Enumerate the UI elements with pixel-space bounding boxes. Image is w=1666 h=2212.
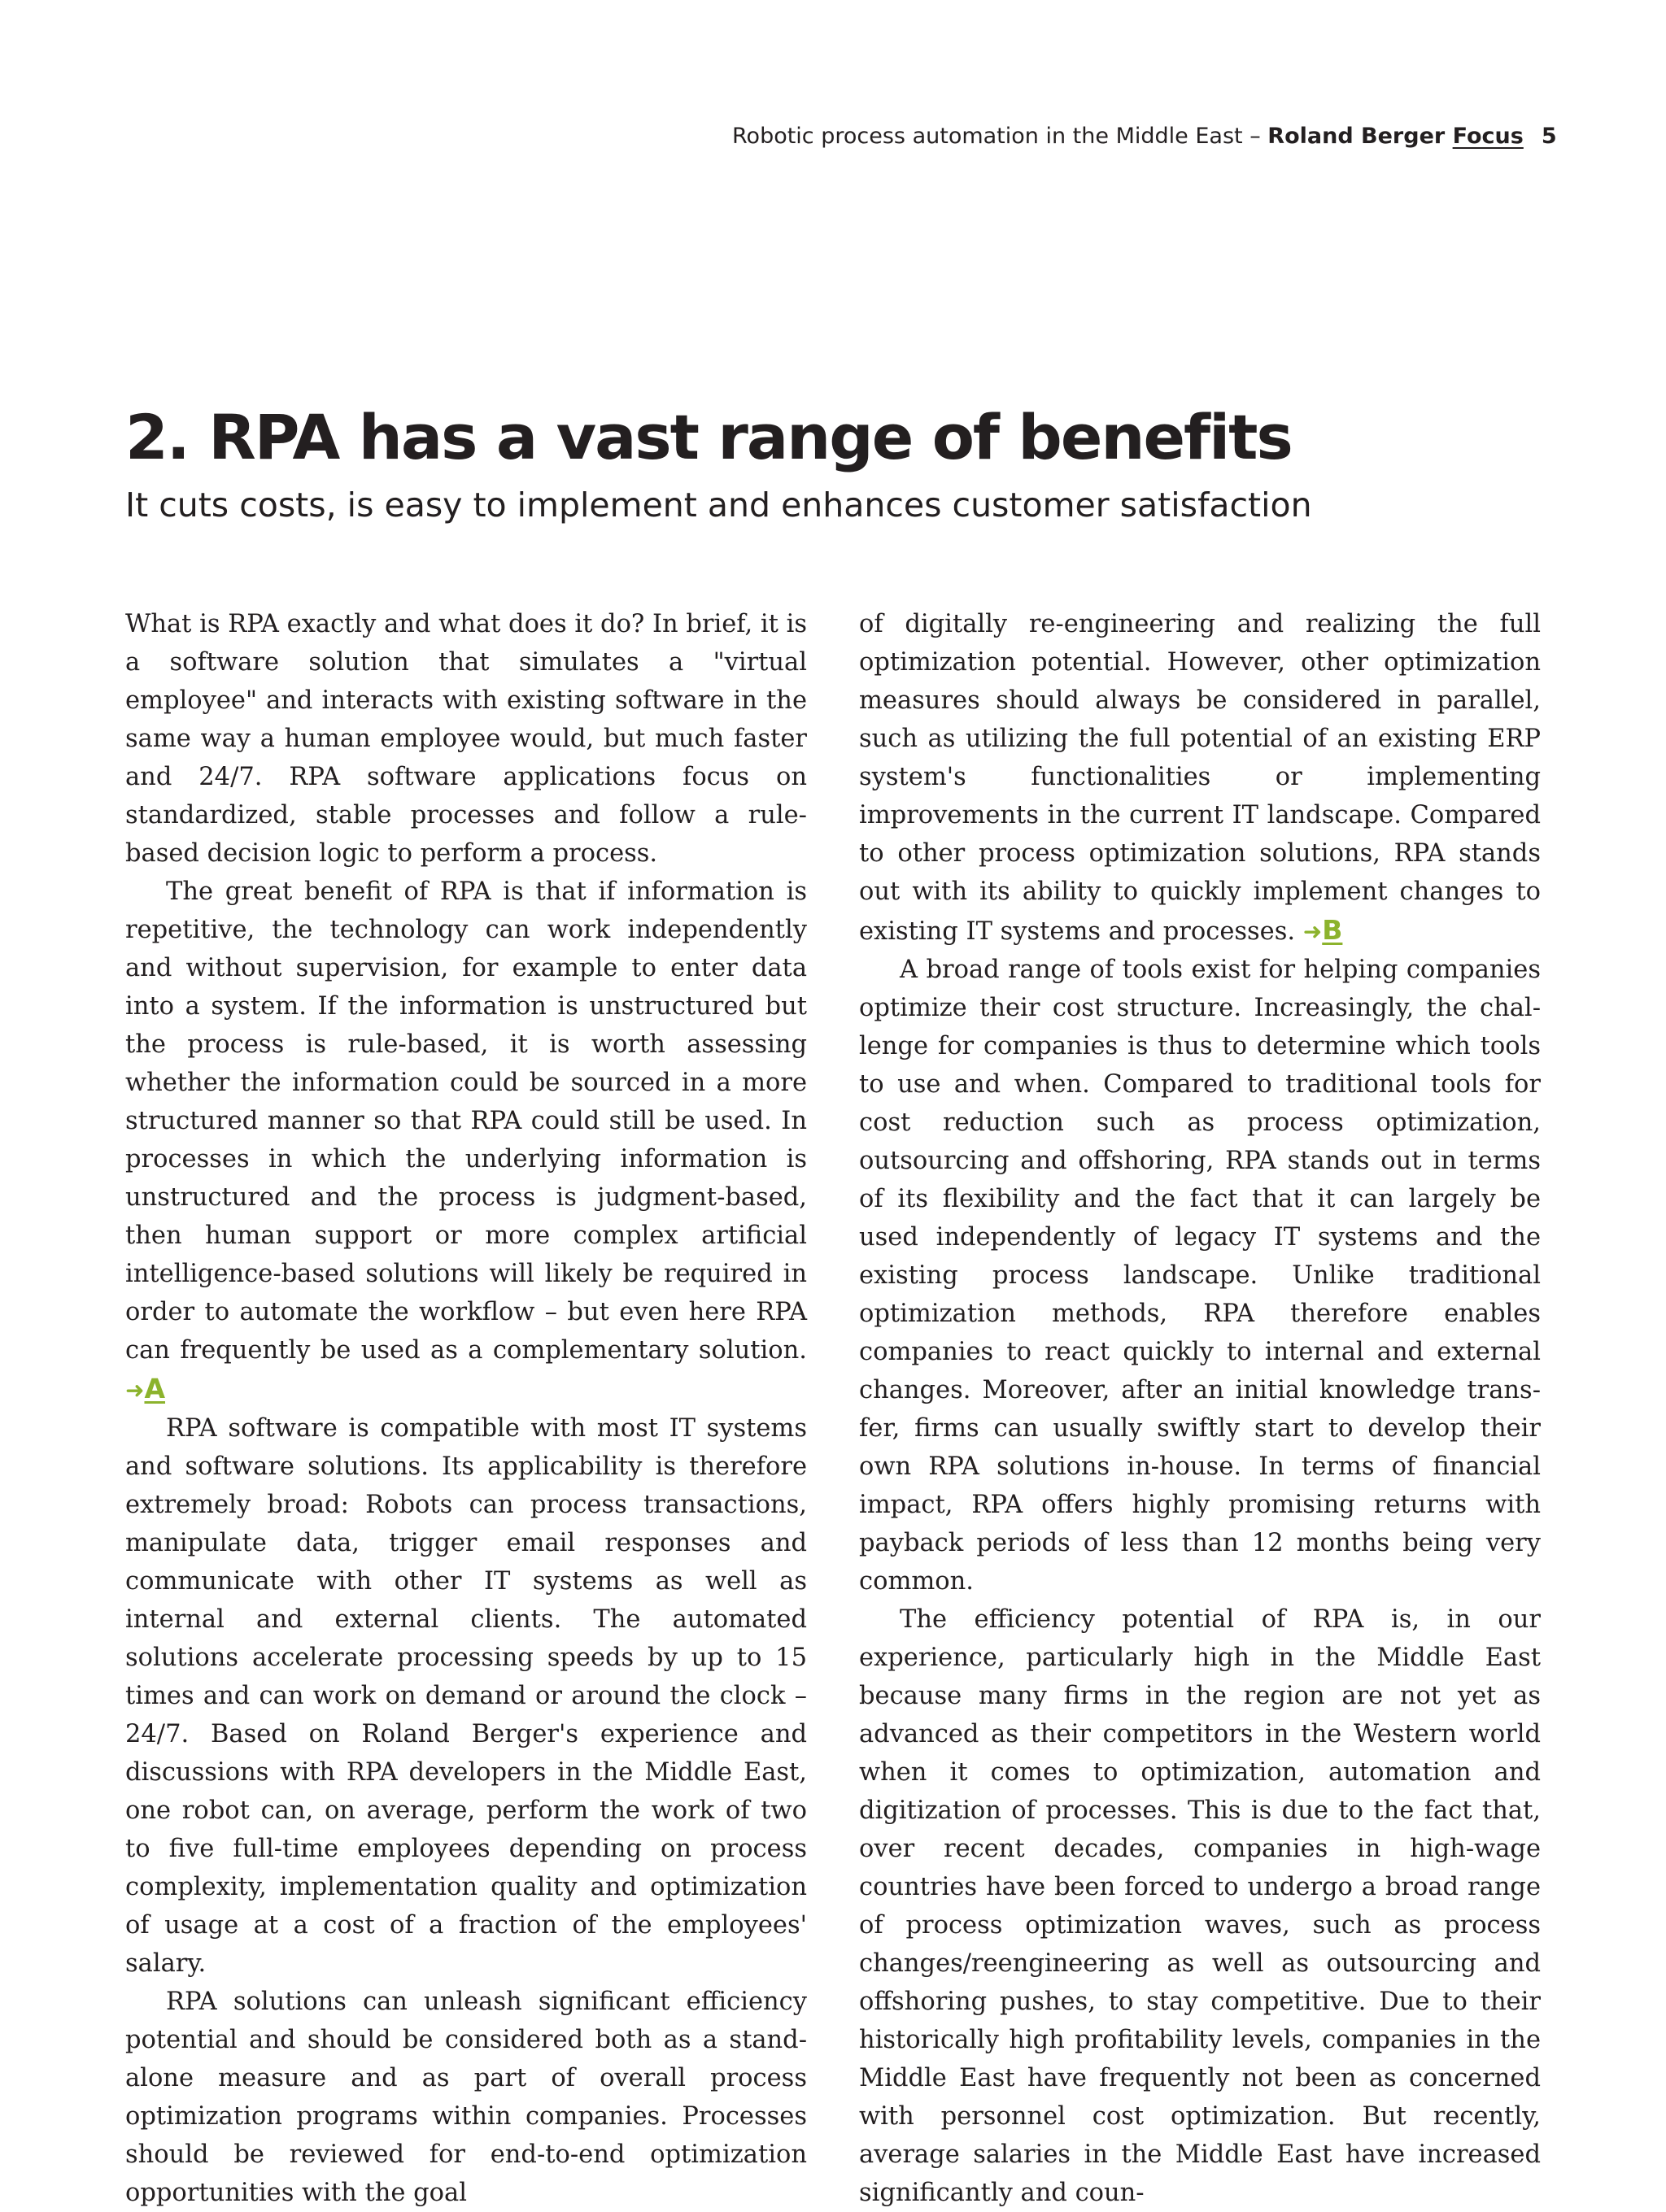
paragraph-text: The great benefit of RPA is that if information is repetitive, the technology can work independently and without supervision, for example to enter data into a system. If the information is unstructured but the process is rule-based, it is worth assessing whether the information could be sourced in a more structured manner so that RPA could still be used. In processes in which the underlying information is unstructured and the process is judgment-based, then human support or more complex artificial intelligence-based solutions will likely be required in order to automate the workflow – but even here RPA can frequently be used as a complementary solution. xyxy=(125,877,807,1365)
paragraph-text: of digitally re-engineering and realizing the full optimization potential. However, other optimization measures should always be considered in parallel, such as utilizing the full potential of an existing ERP system's functionalities or implementing improvements in the current IT landscape. Compared to other process optimization solutions, RPA stands out with its ability to quickly implement changes to existing IT systems and processes. xyxy=(859,610,1541,946)
cross-reference-label: B xyxy=(1322,914,1343,946)
running-header xyxy=(732,120,1557,153)
cross-reference-link[interactable] xyxy=(125,1373,166,1404)
header-brand: Roland Berger xyxy=(1267,124,1453,149)
right-arrow-icon: ➜ xyxy=(1302,918,1323,945)
paragraph xyxy=(859,605,1541,951)
body-column-right xyxy=(859,605,1541,2212)
cross-reference-label: A xyxy=(144,1373,166,1404)
paragraph: RPA solutions can unleash significant efficiency potential and should be considered both as a stand-alone measure and as part of overall process optimization programs within companies. Processes should be reviewed for end-to-end optimization opportunities with the goal xyxy=(125,1988,807,2207)
cross-reference-link[interactable] xyxy=(1302,914,1343,946)
paragraph: The efficiency potential of RPA is, in our experience, particularly high in the Middle East because many firms in the region are not yet as advanced as their competitors in the Western world when it comes to optimization, automation and digitization of processes. This is due to the fact that, over recent decades, companies in high-wage countries have been forced to undergo a broad range of process optimization waves, such as process changes/reengineering as well as outsourcing and offshoring pushes, to stay competitive. Due to their historically high profitability levels, companies in the Middle East have frequently not been as concerned with personnel cost optimization. But recently, average salaries in the Middle East have increased significantly and coun- xyxy=(859,1605,1541,2207)
paragraph xyxy=(125,873,807,1409)
section-heading xyxy=(125,397,1541,529)
body-column-left xyxy=(125,605,807,2212)
paragraph: What is RPA exactly and what does it do? In brief, it is a software solution that simulates a "virtual employee" and interacts with existing software in the same way a human employee would, but much faster and 24/7. RPA software applications focus on standardized, stable processes and follow a rule-based decision logic to perform a process. xyxy=(125,610,807,868)
paragraph: RPA software is compatible with most IT systems and software solutions. Its applicability is therefore extremely broad: Robots can process transactions, manipulate data, trigger email responses and communicate with other IT systems as well as internal and external clients. The automated solutions accelerate processing speeds by up to 15 times and can work on demand or around the clock – 24/7. Based on Roland Berger's experience and discussions with RPA developers in the Middle East, one robot can, on average, perform the work of two to five full-time employees depending on process complexity, implementation quality and optimization of usage at a cost of a fraction of the employees' salary. xyxy=(125,1414,807,1978)
header-document-title: Robotic process automation in the Middle East – xyxy=(732,124,1268,149)
right-arrow-icon: ➜ xyxy=(125,1377,145,1404)
paragraph: A broad range of tools exist for helping companies optimize their cost structure. Increasingly, the challenge for companies is thus to determine which tools to use and when. Compared to traditional tools for cost reduction such as process optimization, outsourcing and offshoring, RPA stands out in terms of its flexibility and the fact that it can largely be used independently of legacy IT systems and the existing process landscape. Unlike traditional optimization methods, RPA therefore enables companies to react quickly to internal and external changes. Moreover, after an initial knowledge transfer, firms can usually swiftly start to develop their own RPA solutions in-house. In terms of financial impact, RPA offers highly promising returns with payback periods of less than 12 months being very common. xyxy=(859,956,1541,1596)
page-number: 5 xyxy=(1541,124,1557,149)
header-series-name: Focus xyxy=(1452,124,1524,149)
section-subtitle: It cuts costs, is easy to implement and enhances customer satisfaction xyxy=(125,486,1312,525)
section-title: 2. RPA has a vast range of benefits xyxy=(125,401,1292,473)
